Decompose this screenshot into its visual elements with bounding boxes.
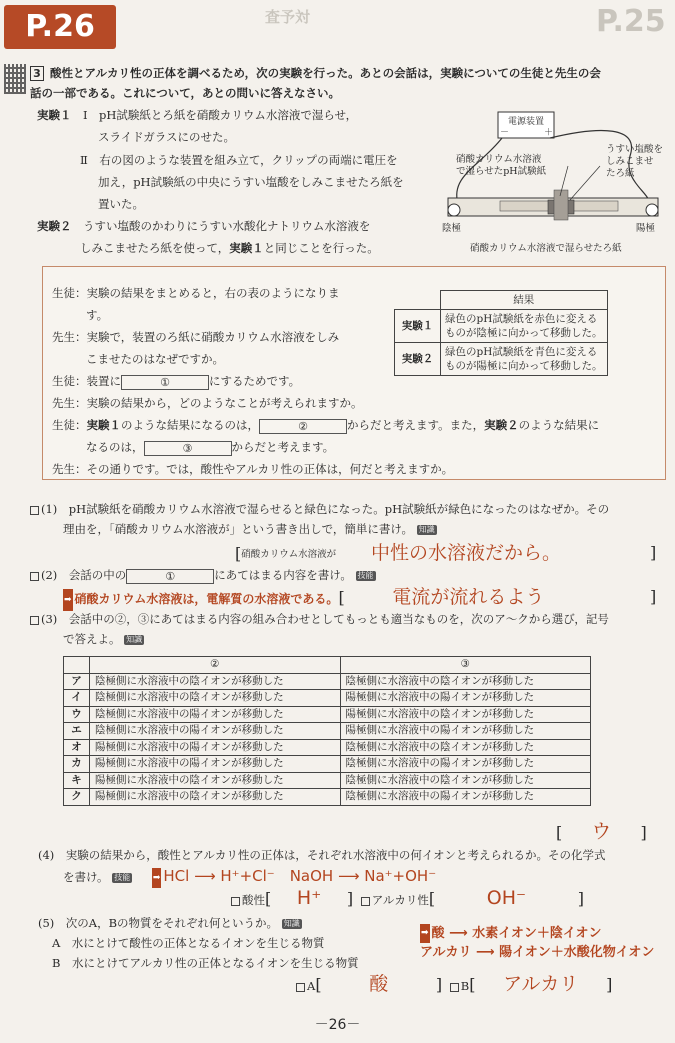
q5-item-a: A 水にとけて酸性の正体となるイオンを生じる物質 — [52, 936, 325, 950]
ph-paper-label — [456, 154, 546, 178]
result-row-1-line-1: 緑色のpH試験紙を赤色に変える — [445, 313, 598, 325]
choice-col-2: 陰極側に水溶液中の陰イオンが移動した — [90, 690, 341, 707]
choice-col-3: 陰極側に水溶液中の陽イオンが移動した — [340, 789, 591, 806]
dialogue-line-5d: のような結果に — [518, 418, 600, 432]
choice-col-2: 陽極側に水溶液中の陰イオンが移動した — [90, 772, 341, 789]
q2-blank: ① — [126, 569, 214, 584]
choice-col-3: 陰極側に水溶液中の陰イオンが移動した — [340, 673, 591, 690]
qr-code-icon[interactable] — [4, 64, 26, 94]
q5-item-b: B 水にとけてアルカリ性の正体となるイオンを生じる物質 — [52, 956, 359, 970]
q2-bracket-close: ] — [650, 587, 657, 606]
result-row-1 — [395, 310, 608, 343]
q4-alkali-checkbox[interactable] — [361, 897, 370, 906]
apparatus-diagram — [440, 106, 670, 258]
dialogue-line-3a: 生徒：装置に — [52, 374, 121, 388]
choice-col-2: 陽極側に水溶液中の陽イオンが移動した — [90, 756, 341, 773]
choice-col-2: 陰極側に水溶液中の陰イオンが移動した — [90, 673, 341, 690]
choice-key: イ — [64, 690, 90, 707]
result-row-1-line-2: ものが陰極に向かって移動した。 — [445, 327, 603, 339]
acid-label-3: たろ紙 — [606, 168, 635, 179]
choice-col-2: 陰極側に水溶液中の陽イオンが移動した — [90, 706, 341, 723]
power-plus-label: ＋ — [544, 128, 554, 138]
q5-a-checkbox[interactable] — [296, 983, 305, 992]
choice-key: ア — [64, 673, 90, 690]
q2-tag: 技能 — [357, 571, 374, 580]
dialogue-line-5a: 生徒： — [52, 418, 87, 432]
q3-bracket-close: ] — [640, 823, 647, 842]
result-row-label: 実験２ — [395, 343, 441, 376]
q5-b-label: B — [460, 979, 470, 993]
q1-answer-row — [235, 541, 561, 567]
q1-tag: 知識 — [418, 525, 435, 534]
blank-1: ① — [121, 375, 209, 390]
page-label: P.26 — [4, 5, 116, 49]
question-intro-1: 酸性とアルカリ性の正体を調べるため，次の実験を行った。あとの会話は，実験についての生徒と先生の会 — [50, 66, 601, 80]
choice-row — [64, 789, 591, 806]
dialogue-line-6a: なるのは， — [86, 440, 144, 454]
experiment-2-label: 実験２ — [37, 219, 72, 233]
choice-col-2: 陽極側に水溶液中の陰イオンが移動した — [90, 789, 341, 806]
q2-checkbox[interactable] — [30, 572, 39, 581]
q3-bracket-open: [ — [556, 823, 563, 842]
choice-key: エ — [64, 723, 90, 740]
anode-label: 陽極 — [636, 223, 656, 234]
dialogue-line-3 — [52, 372, 300, 390]
dialogue-line-5c: からだと考えます。また， — [347, 418, 485, 432]
result-row-2-line-2: ものが陽極に向かって移動した。 — [445, 360, 603, 372]
q2-bracket-open: [ — [338, 588, 345, 607]
q5-a-bracket-open: [ — [315, 975, 322, 994]
choice-key: ク — [64, 789, 90, 806]
result-table-corner — [395, 291, 441, 310]
power-supply-label: 電源装置 — [507, 117, 544, 127]
choice-col-3: 陰極側に水溶液中の陰イオンが移動した — [340, 772, 591, 789]
dialogue-ref-exp1: 実験１ — [86, 418, 121, 432]
experiment-2-line-2 — [80, 239, 379, 257]
question-intro-2: 話の一部である。これについて，あとの問いに答えなさい。 — [30, 86, 341, 100]
q5-a-bracket-close: ] — [435, 975, 443, 994]
choice-row — [64, 772, 591, 789]
dialogue-line-5b: のような結果になるのは， — [121, 418, 259, 432]
q4-alkali-answer: OH⁻ — [486, 887, 527, 909]
q5-hint-line-1 — [420, 924, 654, 943]
q4-acid-label: 酸性 — [242, 893, 265, 907]
choice-key: カ — [64, 756, 90, 773]
blank-2: ② — [259, 419, 347, 434]
choice-col-3: 陽極側に水溶液中の陰イオンが移動した — [340, 706, 591, 723]
choice-row — [64, 756, 591, 773]
choice-col-3: 陰極側に水溶液中の陰イオンが移動した — [340, 739, 591, 756]
q2-number: (2) — [41, 568, 58, 582]
apparatus-figure — [440, 106, 670, 258]
q5-hint-arrow-icon: ➡ — [420, 924, 430, 943]
q4-hint-arrow-icon: ➡ — [152, 868, 162, 888]
q2-text-1: 会話の中の — [68, 568, 127, 582]
result-row-text — [441, 343, 608, 376]
experiment-2-text-b: しみこませたろ紙を使って， — [80, 241, 230, 255]
cathode-label: 陰極 — [442, 223, 462, 234]
q3-tag: 知識 — [126, 635, 143, 644]
q2-text-2: にあてはまる内容を書け。 — [214, 568, 352, 582]
dialogue-ref-exp2: 実験２ — [484, 418, 519, 432]
q3-line-2 — [63, 630, 144, 648]
experiment-1-step-1: Ⅰ pH試験紙とろ紙を硝酸カリウム水溶液で湿らせ， — [83, 108, 358, 122]
q4-answer-row — [231, 886, 584, 912]
bleed-through-text: 査予対 — [265, 8, 311, 26]
dialogue-line-6b: からだと考えます。 — [231, 440, 335, 454]
dialogue-line-3b: にするためです。 — [209, 374, 301, 388]
choice-row — [64, 739, 591, 756]
q4-acid-checkbox[interactable] — [231, 897, 240, 906]
q4-alkali-bracket-open: [ — [428, 889, 436, 908]
q2-line-1 — [30, 566, 376, 584]
acid-label-1: うすい塩酸を — [606, 144, 664, 155]
q3-text-1: 会話中の②，③にあてはまる内容の組み合わせとしてもっとも適当なものを，次のア～クから選び，記号 — [68, 612, 609, 626]
acid-label-2: しみこませ — [606, 156, 654, 167]
q5-b-bracket-close: ] — [606, 975, 613, 994]
q1-text-2: 理由を，「硝酸カリウム水溶液が」という書き出しで，簡単に書け。 — [63, 522, 413, 536]
q1-number: (1) — [41, 502, 58, 516]
dialogue-line-7: 先生：その通りです。では，酸性やアルカリ性の正体は，何だと考えますか。 — [52, 462, 454, 476]
q2-answer-row — [63, 586, 544, 611]
q3-checkbox[interactable] — [30, 616, 39, 625]
q3-line-1 — [30, 610, 609, 628]
q4-text-2: を書け。 — [63, 870, 109, 884]
q5-a-label: A — [307, 979, 316, 993]
result-table-header: 結果 — [441, 291, 608, 310]
choice-row — [64, 706, 591, 723]
q4-alkali-label: アルカリ性 — [371, 893, 429, 907]
blank-3: ③ — [144, 441, 232, 456]
q5-number: (5) — [38, 916, 55, 930]
q5-hint-line-2 — [420, 943, 654, 962]
ph-paper-label-1: 硝酸カリウム水溶液 — [456, 154, 542, 165]
choice-key: ウ — [64, 706, 90, 723]
q4-acid-bracket-close: ] — [346, 889, 354, 908]
q5-hint-1: 酸 ⟶ 水素イオン＋陰イオン — [431, 926, 602, 941]
experiment-2-text-c: と同じことを行った。 — [263, 241, 379, 255]
q2-answer: 電流が流れるよう — [392, 586, 545, 608]
q4-acid-answer: H⁺ — [296, 887, 322, 909]
question-number: 3 — [30, 66, 44, 81]
bleed-through-page: P.25 — [596, 4, 666, 39]
choice-row — [64, 673, 591, 690]
power-minus-label: － — [500, 128, 510, 138]
result-row-2-line-1: 緑色のpH試験紙を青色に変える — [445, 346, 598, 358]
q5-b-bracket-open: [ — [469, 975, 476, 994]
choice-col-3: 陽極側に水溶液中の陽イオンが移動した — [340, 723, 591, 740]
q5-b-answer: アルカリ — [503, 973, 579, 995]
choice-col-2: 陰極側に水溶液中の陽イオンが移動した — [90, 723, 341, 740]
experiment-1-step-2: Ⅱ 右の図のような装置を組み立て，クリップの両端に電圧を — [80, 153, 398, 167]
q4-number: (4) — [38, 848, 55, 862]
q5-hint-2: アルカリ ⟶ 陽イオン＋水酸化物イオン — [420, 945, 655, 960]
choice-table-body — [64, 673, 591, 805]
choice-key: オ — [64, 739, 90, 756]
experiment-1-step-2c: 置いた。 — [98, 197, 144, 211]
choice-key: キ — [64, 772, 90, 789]
ph-paper-label-2: で湿らせたpH試験紙 — [456, 166, 547, 177]
dialogue-line-4: 先生：実験の結果から，どのようなことが考えられますか。 — [52, 396, 363, 410]
q1-bracket-open: [ — [235, 544, 242, 563]
dialogue-line-6 — [86, 438, 334, 456]
dialogue-line-1: 生徒：実験の結果をまとめると，右の表のようになりま — [52, 286, 340, 300]
choice-row — [64, 690, 591, 707]
q1-text-1: pH試験紙を硝酸カリウム水溶液で湿らせると緑色になった。pH試験紙が緑色になったのはなぜか。その — [68, 502, 610, 516]
q1-answer: 中性の水溶液だから。 — [370, 542, 561, 564]
experiment-1-step-1b: スライドガラスにのせた。 — [98, 130, 235, 144]
q4-hint: HCl ⟶ H⁺+Cl⁻ NaOH ⟶ Na⁺+OH⁻ — [163, 867, 437, 885]
choice-col-3: 陽極側に水溶液中の陽イオンが移動した — [340, 690, 591, 707]
acid-paper-label — [606, 144, 663, 180]
q3-answer: ウ — [591, 819, 612, 843]
experiment-1-line-1 — [37, 106, 357, 124]
q1-line-2 — [63, 520, 437, 538]
q2-hint-arrow-icon: ➡ — [63, 589, 73, 611]
q5-answer-row — [296, 972, 612, 998]
choice-header-2: ② — [90, 657, 341, 674]
q5-hint-block — [420, 924, 654, 962]
result-row-2 — [395, 343, 608, 376]
q3-answer-row — [556, 818, 647, 846]
filter-paper-label: 硝酸カリウム水溶液で湿らせたろ紙 — [470, 243, 622, 254]
experiment-1-label: 実験１ — [37, 108, 72, 122]
q5-tag: 知識 — [283, 919, 300, 928]
result-row-label: 実験１ — [395, 310, 441, 343]
choice-col-3: 陰極側に水溶液中の陽イオンが移動した — [340, 756, 591, 773]
q2-hint: 硝酸カリウム水溶液は，電解質の水溶液である。 — [74, 592, 339, 606]
dialogue-line-1b: す。 — [86, 308, 109, 322]
dialogue-line-2b: こませたのはなぜですか。 — [86, 352, 224, 366]
dialogue-line-2: 先生：実験で，装置のろ紙に硝酸カリウム水溶液をしみ — [52, 330, 340, 344]
q1-bracket-close: ] — [650, 543, 657, 562]
choice-header-3: ③ — [340, 657, 591, 674]
choice-header-key — [64, 657, 90, 674]
experiment-1-step-2b: 加え，pH試験紙の中央にうすい塩酸をしみこませたろ紙を — [98, 175, 404, 189]
result-table — [394, 290, 608, 376]
q1-line-1 — [30, 500, 609, 518]
q4-line-1 — [38, 846, 606, 864]
q1-prefix: 硝酸カリウム水溶液が — [241, 549, 337, 560]
result-row-text — [441, 310, 608, 343]
q5-text: 次のA，Bの物質をそれぞれ何というか。 — [65, 916, 279, 930]
choice-col-2: 陽極側に水溶液中の陽イオンが移動した — [90, 739, 341, 756]
q5-a-answer: 酸 — [369, 973, 389, 995]
q5-b-checkbox[interactable] — [450, 983, 459, 992]
experiment-2-line-1 — [37, 217, 370, 235]
q3-text-2: で答えよ。 — [63, 632, 121, 646]
q4-text-1: 実験の結果から，酸性とアルカリ性の正体は，それぞれ水溶液中の何イオンと考えられるか。その化学式 — [65, 848, 606, 862]
q4-acid-bracket-open: [ — [265, 889, 272, 908]
choice-table — [63, 656, 591, 806]
q5-line-1 — [38, 914, 302, 932]
q4-tag: 技能 — [114, 873, 131, 882]
q4-alkali-bracket-close: ] — [577, 889, 584, 908]
dialogue-line-5 — [52, 416, 599, 434]
experiment-2-ref: 実験１ — [229, 241, 264, 255]
experiment-2-text: うすい塩酸のかわりにうすい水酸化ナトリウム水溶液を — [83, 219, 371, 233]
q3-number: (3) — [41, 612, 58, 626]
page-number: －26－ — [314, 1017, 361, 1033]
q1-checkbox[interactable] — [30, 506, 39, 515]
q4-line-2 — [63, 866, 436, 888]
choice-row — [64, 723, 591, 740]
